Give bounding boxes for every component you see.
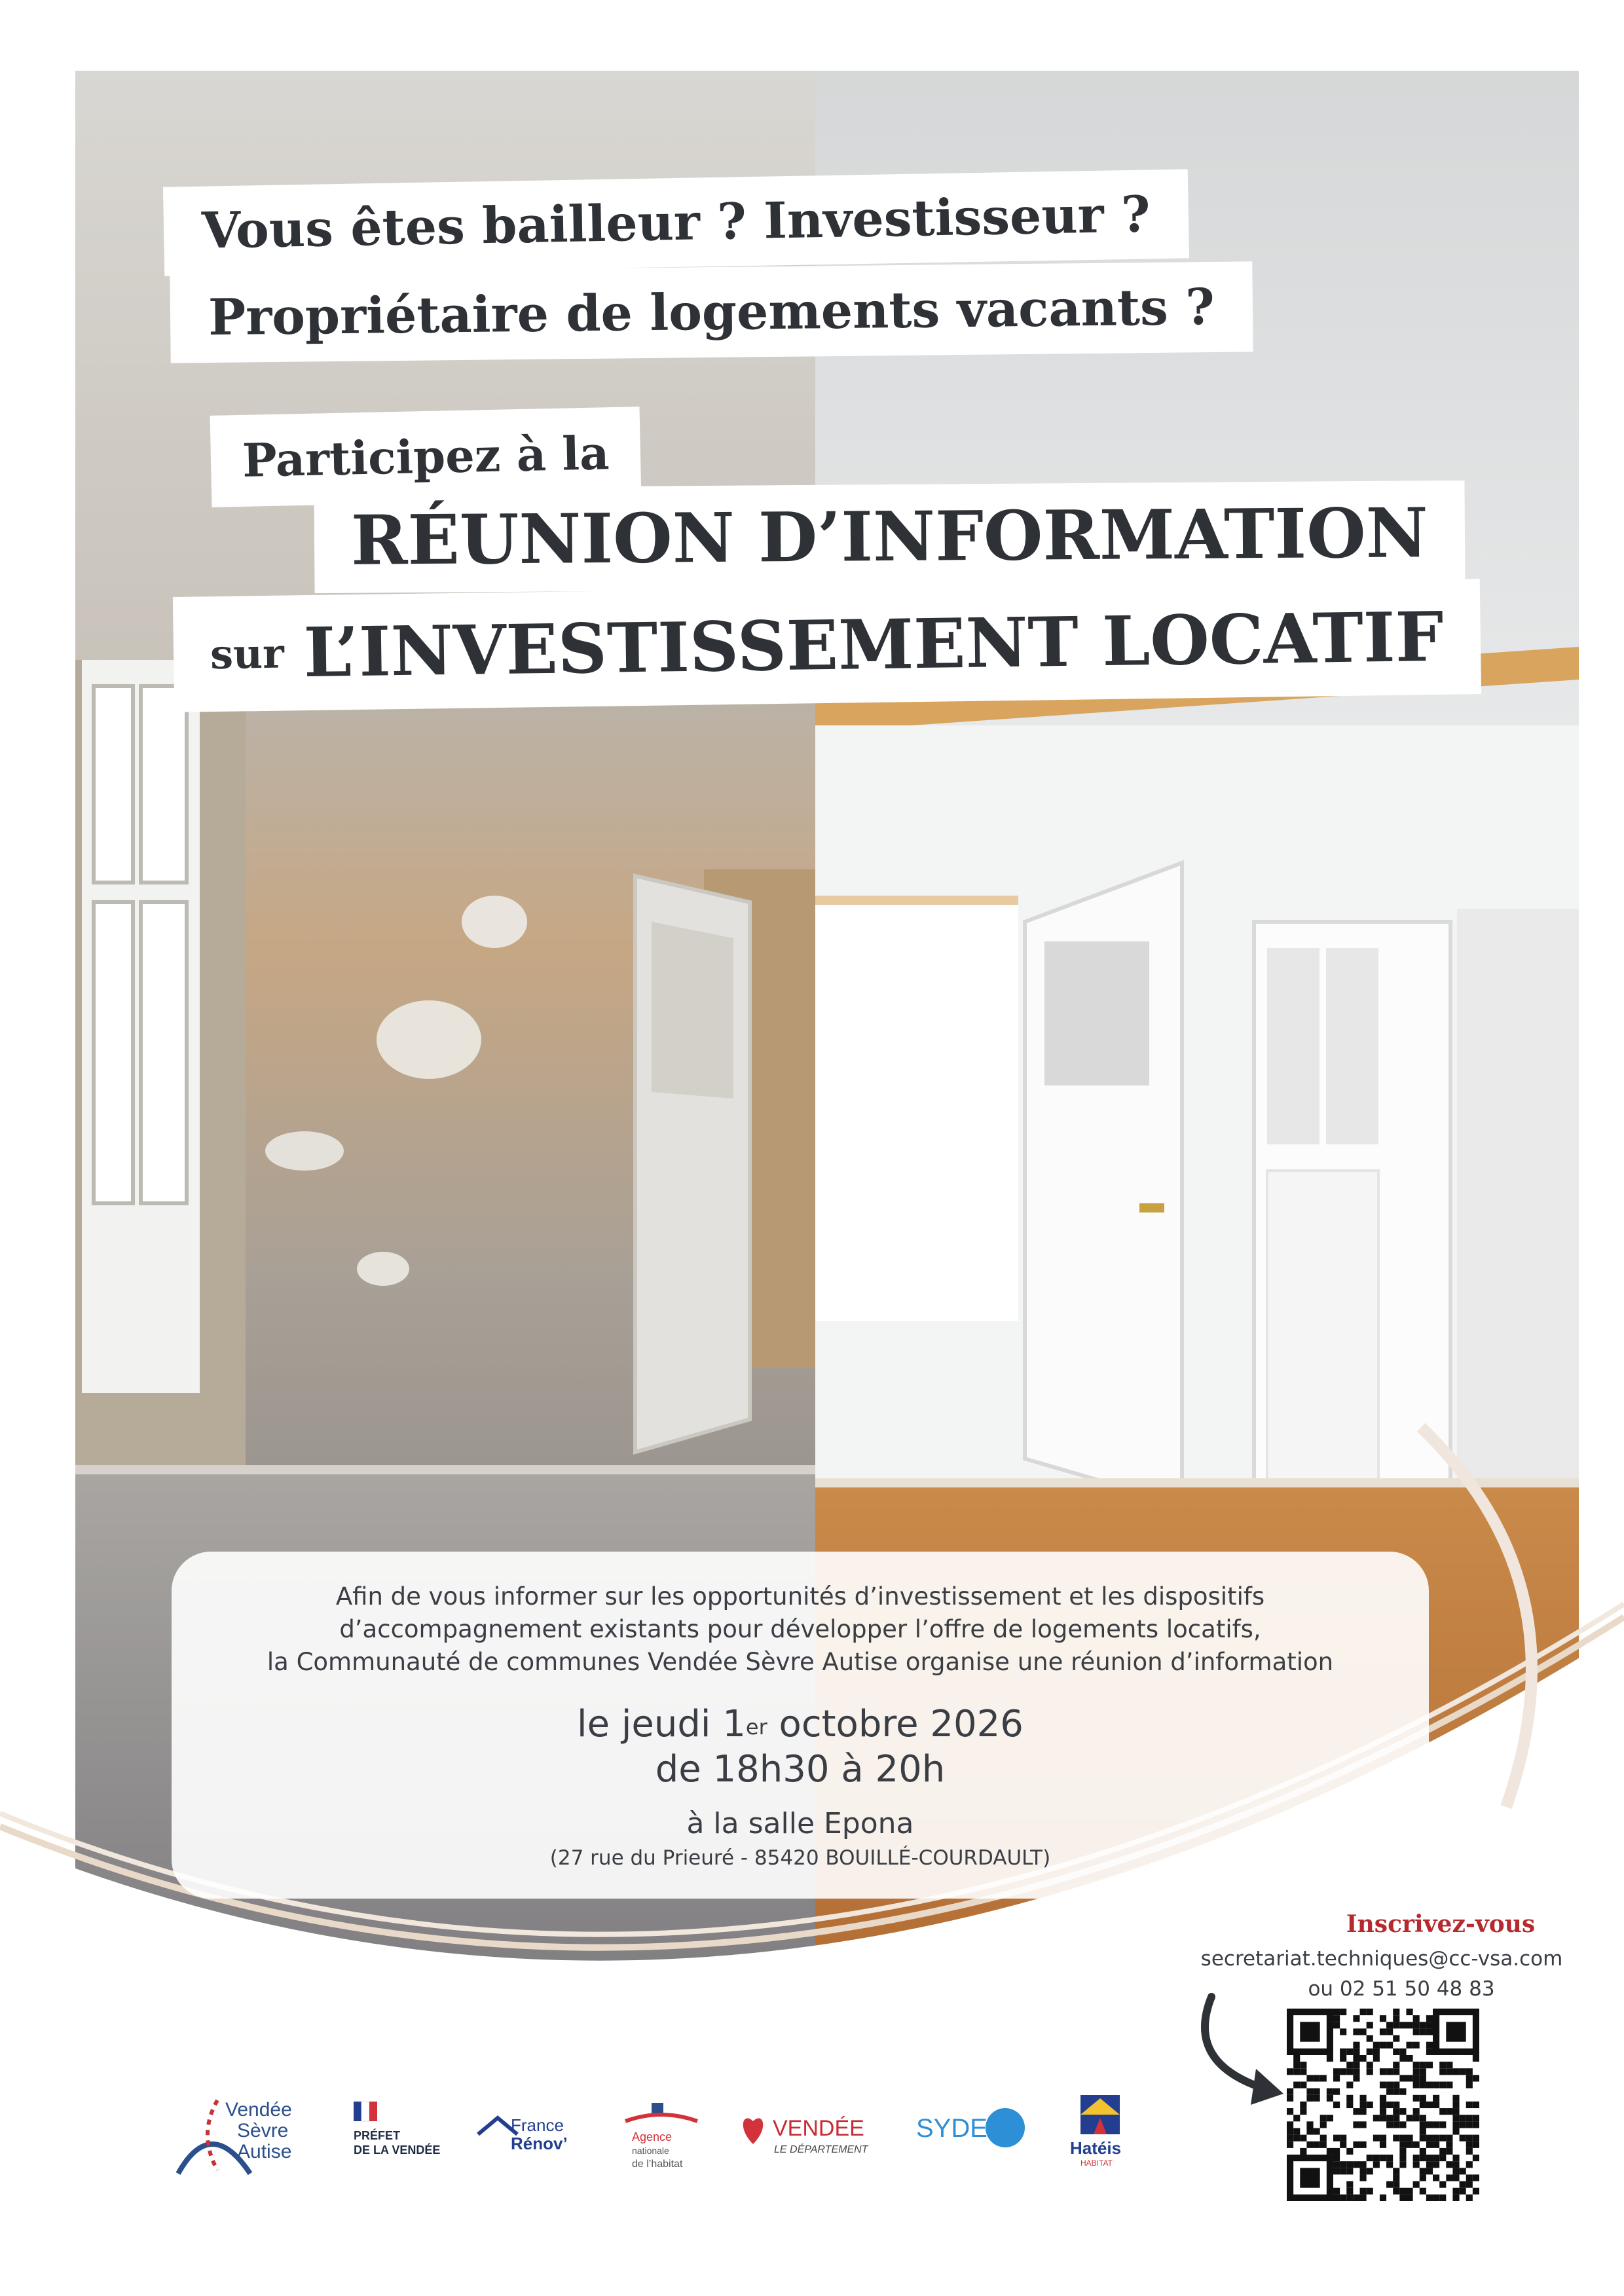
marianne-icon: [347, 2088, 465, 2187]
anah-line-3: de l’habitat: [632, 2159, 683, 2170]
logo-vendee-departement: [733, 2088, 884, 2187]
logo-hateis: [1061, 2088, 1146, 2187]
prefet-line-1: PRÉFET: [354, 2129, 401, 2142]
france-renov-house-icon: [471, 2088, 596, 2187]
sydev-name: SYDEV: [916, 2114, 1005, 2143]
headline-line-1: Vous êtes bailleur ? Investisseur ?: [163, 169, 1189, 276]
event-venue: à la salle Epona: [686, 1807, 914, 1840]
event-date-suffix: octobre 2026: [767, 1703, 1024, 1745]
info-card: [172, 1552, 1429, 1899]
logo-anah: [612, 2088, 710, 2187]
info-paragraph-line-1: Afin de vous informer sur les opportunités d’investissement et les dispositifs: [335, 1582, 1265, 1611]
headline-line-5: [173, 579, 1481, 712]
anah-icon: [612, 2088, 710, 2187]
france-renov-line-2: Rénov’: [511, 2134, 568, 2153]
hateis-sub: HABITAT: [1080, 2159, 1113, 2168]
logo-vendee-sevre-autise: [172, 2088, 309, 2187]
headline-line-2: Propriétaire de logements vacants ?: [170, 261, 1253, 363]
event-date: [172, 1702, 1429, 1747]
vsa-line-1: Vendée: [225, 2099, 292, 2121]
logo-prefet-vendee: [347, 2088, 465, 2187]
registration-title: Inscrivez-vous: [1346, 1910, 1536, 1938]
headline-sur: sur: [210, 629, 285, 679]
registration-phone: ou 02 51 50 48 83: [1308, 1977, 1495, 2001]
vendee-line-2: LE DÉPARTEMENT: [774, 2144, 868, 2155]
event-date-sup: er: [745, 1715, 767, 1740]
vsa-line-3: Autise: [237, 2141, 292, 2162]
info-paragraph-line-2: d’accompagnement existants pour développer l’offre de logements locatifs,: [339, 1615, 1261, 1643]
logo-france-renov: [471, 2088, 596, 2187]
sydev-icon: [913, 2088, 1038, 2187]
hateis-house-icon: [1061, 2088, 1146, 2187]
france-renov-line-1: France: [511, 2115, 564, 2135]
prefet-line-2: DE LA VENDÉE: [354, 2143, 441, 2157]
vsa-emblem-icon: [172, 2088, 309, 2187]
anah-line-1: Agence: [632, 2130, 673, 2143]
curved-arrow-icon: [1185, 1990, 1297, 2115]
vendee-line-1: VENDÉE: [773, 2116, 864, 2141]
logo-sydev: [913, 2088, 1038, 2187]
headline-line-3: Participez à la: [210, 407, 642, 507]
info-paragraph-line-3: la Communauté de communes Vendée Sèvre Autise organise une réunion d’information: [267, 1648, 1334, 1676]
vsa-line-2: Sèvre: [237, 2120, 289, 2141]
headline-line-4: RÉUNION D’INFORMATION: [314, 481, 1465, 593]
hateis-name: Hatéis: [1070, 2138, 1122, 2158]
event-time: de 18h30 à 20h: [655, 1748, 946, 1791]
event-address: (27 rue du Prieuré - 85420 BOUILLÉ-COURDAULT): [549, 1846, 1051, 1870]
vendee-heart-icon: [733, 2088, 884, 2187]
anah-line-2: nationale: [632, 2145, 669, 2156]
headline-locatif: L’INVESTISSEMENT LOCATIF: [303, 596, 1445, 693]
registration-email[interactable]: secretariat.techniques@cc-vsa.com: [1200, 1947, 1563, 1971]
qr-code-icon[interactable]: [1287, 2009, 1479, 2201]
event-date-prefix: le jeudi 1: [577, 1703, 746, 1745]
